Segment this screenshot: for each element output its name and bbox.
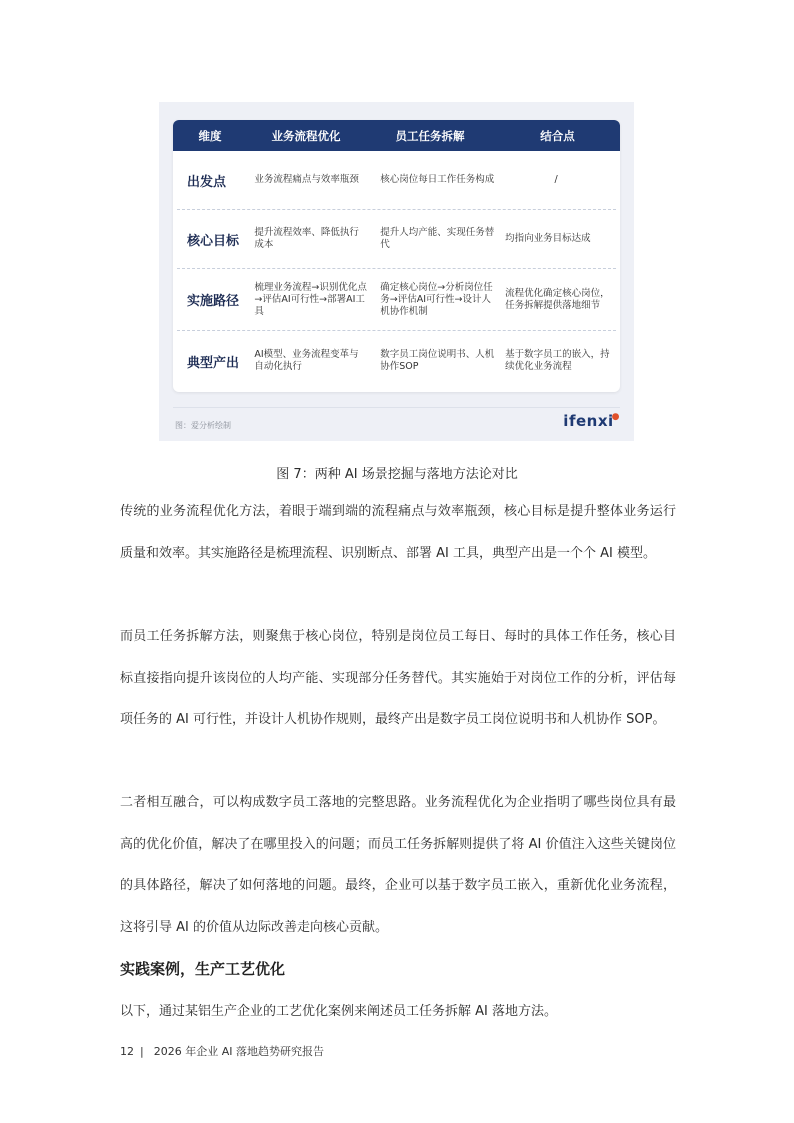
row-task-cell: 提升人均产能、实现任务替代	[380, 227, 495, 250]
row-combine-cell: /	[554, 174, 558, 185]
row-process-cell: 梳理业务流程→识别优化点→评估AI可行性→部署AI工具	[254, 281, 367, 317]
row-combine-cell: 基于数字员工的嵌入，持续优化业务流程	[505, 349, 610, 372]
row-dimension: 出发点	[187, 174, 227, 190]
table-header	[173, 120, 620, 151]
table-row	[177, 331, 616, 391]
row-task-cell: 数字员工岗位说明书、人机协作SOP	[380, 349, 495, 372]
row-process-cell: 提升流程效率、降低执行成本	[254, 227, 359, 250]
table-row	[177, 151, 616, 210]
row-combine-cell: 均指向业务目标达成	[505, 233, 591, 244]
row-combine-cell: 流程优化确定核心岗位，任务拆解提供落地细节	[505, 287, 610, 311]
row-process-cell: AI模型、业务流程变革与自动化执行	[254, 349, 359, 372]
table-row	[177, 210, 616, 269]
figure-source: 图：爱分析绘制	[175, 421, 231, 430]
figure-divider	[173, 407, 620, 408]
header-task: 员工任务拆解	[395, 128, 465, 143]
row-dimension: 核心目标	[187, 233, 240, 249]
page-footer: 12 | 2026 年企业 AI 落地趋势研究报告	[120, 1045, 324, 1058]
section-heading: 实践案例，生产工艺优化	[120, 960, 286, 978]
row-process-cell: 业务流程痛点与效率瓶颈	[254, 174, 359, 185]
paragraph: 而员工任务拆解方法，则聚焦于核心岗位，特别是岗位员工每日、每时的具体工作任务，核心目标直接指向提升该岗位的人均产能、实现部分任务替代。其实施始于对岗位工作的分析，评估每项任务的 AI 可行性，并设计人机协作规则，最终产出是数字员工岗位说明书和人机协作 SOP。	[120, 629, 676, 727]
header-combine: 结合点	[540, 128, 575, 143]
row-task-cell: 确定核心岗位→分析岗位任务→评估AI可行性→设计人机协作机制	[380, 281, 493, 317]
header-process: 业务流程优化	[271, 128, 341, 143]
row-dimension: 典型产出	[187, 355, 240, 371]
paragraph: 以下，通过某铝生产企业的工艺优化案例来阐述员工任务拆解 AI 落地方法。	[120, 1004, 557, 1019]
paragraph: 二者相互融合，可以构成数字员工落地的完整思路。业务流程优化为企业指明了哪些岗位具有最高的优化价值，解决了在哪里投入的问题；而员工任务拆解则提供了将 AI 价值注入这些关键岗位的具体路径，解决了如何落地的问题。最终，企业可以基于数字员工嵌入，重新优化业务流程，这将引导 AI 的价值从边际改善走向核心贡献。	[120, 795, 676, 935]
comparison-figure	[159, 102, 634, 441]
header-dimension: 维度	[198, 128, 222, 143]
paragraph: 传统的业务流程优化方法，着眼于端到端的流程痛点与效率瓶颈，核心目标是提升整体业务运行质量和效率。其实施路径是梳理流程、识别断点、部署 AI 工具，典型产出是一个个 AI 模型。	[120, 504, 676, 561]
row-task-cell: 核心岗位每日工作任务构成	[380, 174, 495, 185]
report-title: 2026 年企业 AI 落地趋势研究报告	[153, 1045, 324, 1058]
row-dimension: 实施路径	[187, 294, 240, 309]
ifenxi-logo: ifenxi●	[563, 412, 620, 430]
page-number: 12	[120, 1045, 134, 1058]
figure-caption: 图 7：两种 AI 场景挖掘与落地方法论对比	[276, 467, 518, 482]
comparison-table	[173, 120, 620, 392]
table-row	[177, 269, 616, 331]
